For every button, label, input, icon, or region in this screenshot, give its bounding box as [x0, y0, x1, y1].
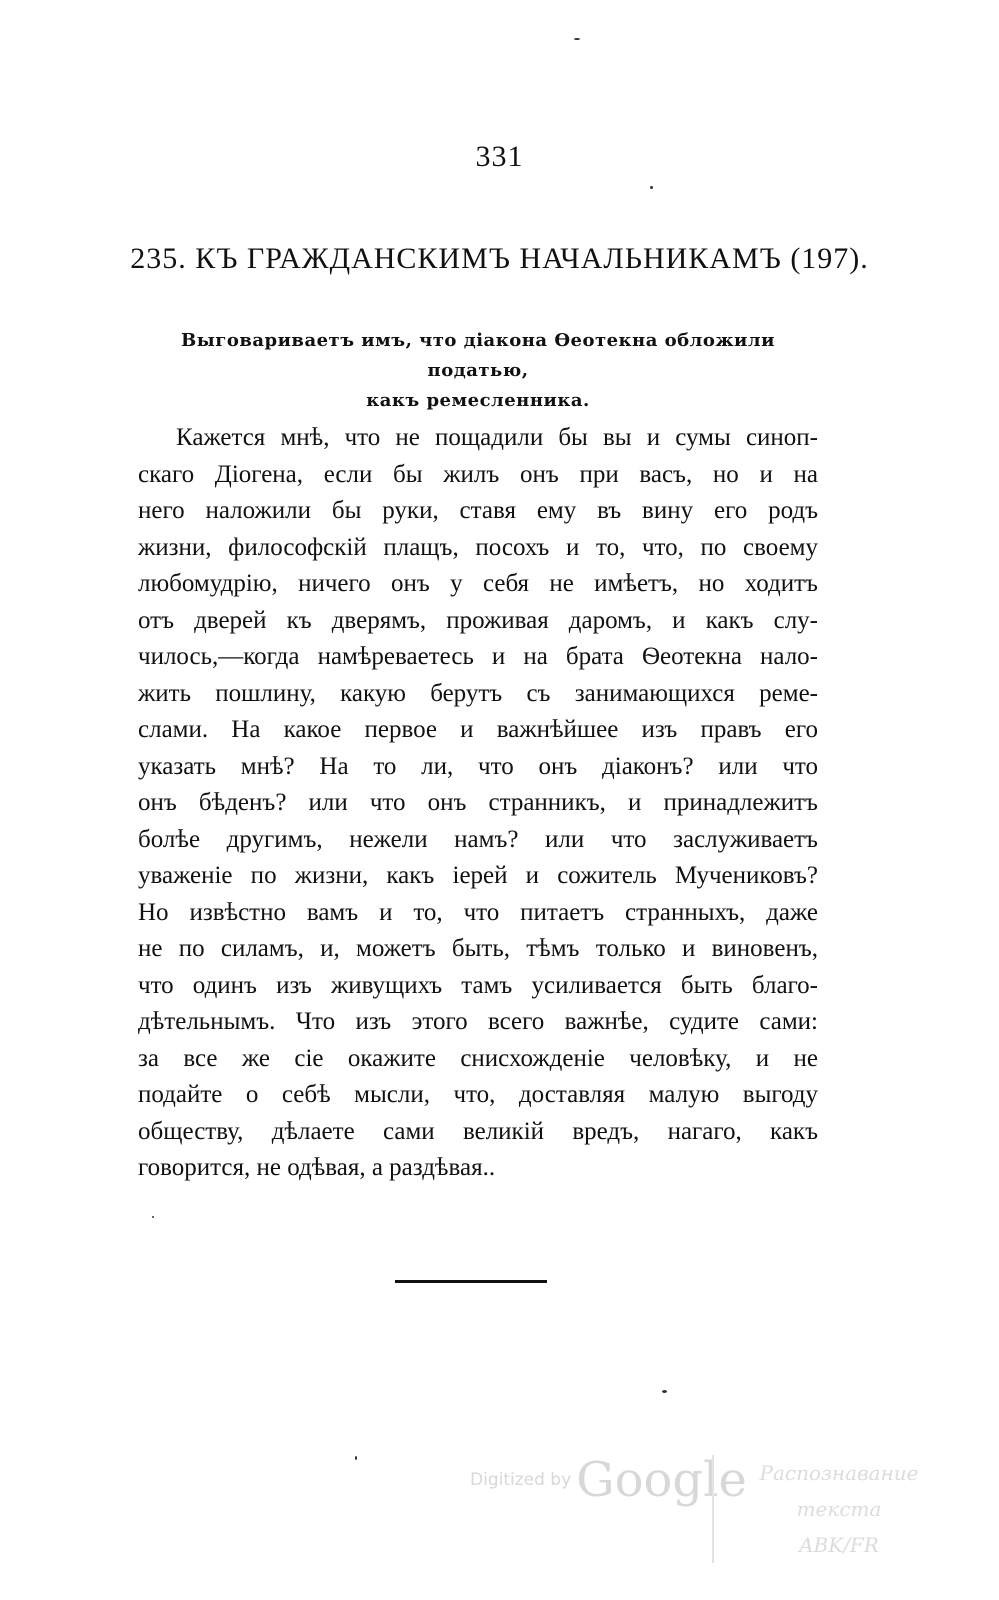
scan-speck [152, 1216, 154, 1218]
body-line: не по силамъ, и, можетъ быть, тѣмъ только и виновенъ, [138, 935, 818, 962]
body-line: говорится, не одѣвая, а раздѣвая.. [138, 1154, 496, 1181]
scan-speck [574, 38, 580, 40]
body-line: что одинъ изъ живущихъ тамъ усиливается быть благо- [138, 971, 818, 999]
body-line: любомудрію, ничего онъ у себя не имѣетъ, но ходитъ [138, 570, 818, 597]
body-line: подайте о себѣ мысли, что, доставляя малую выгоду [138, 1081, 818, 1108]
ocr-watermark [712, 1455, 964, 1563]
body-line: жизни, философскій плащъ, посохъ и то, что, по своему [138, 533, 818, 561]
page-number: 331 [475, 140, 524, 173]
body-line: него наложили бы руки, ставя ему въ вину его родъ [138, 497, 818, 524]
body-line: за все же сіе окажите снисхожденіе человѣку, и не [138, 1044, 818, 1072]
closing-rule [395, 1280, 547, 1283]
body-line: скаго Діогена, если бы жилъ онъ при васъ, но и на [138, 460, 818, 488]
body-line: уваженіе по жизни, какъ іерей и сожитель Мучениковъ? [138, 862, 818, 889]
body-line: чилось,—когда намѣреваетесь и на брата Ѳеотекна нало- [138, 643, 818, 670]
scan-speck [662, 1390, 667, 1393]
letter-body [138, 420, 818, 1187]
body-line: онъ бѣденъ? или что онъ странникъ, и принадлежитъ [138, 789, 818, 816]
scan-speck [650, 186, 653, 189]
body-line: болѣе другимъ, нежели намъ? или что заслуживаетъ [138, 825, 818, 853]
summary-line: Выговариваетъ имъ, что діакона Ѳеотекна обложили податью, [181, 330, 775, 381]
body-line: отъ дверей къ дверямъ, проживая даромъ, и какъ слу- [138, 606, 818, 634]
body-line: дѣтельнымъ. Что изъ этого всего важнѣе, судите сами: [138, 1008, 818, 1035]
ocr-watermark-line: Распознавание текста [759, 1461, 919, 1521]
google-logo: Google [576, 1452, 747, 1508]
body-line: Кажется мнѣ, что не пощадили бы вы и сумы синоп- [176, 424, 818, 451]
summary-line: какъ ремесленника. [366, 390, 590, 411]
body-line: жить пошлину, какую берутъ съ занимающихся реме- [138, 679, 818, 707]
body-line: указать мнѣ? На то ли, что онъ діаконъ? или что [138, 752, 818, 780]
digitized-by-text: Digitized by [470, 1470, 572, 1490]
body-line: Но извѣстно вамъ и то, что питаетъ странныхъ, даже [138, 898, 818, 926]
body-line: слами. На какое первое и важнѣйшее изъ правъ его [138, 716, 818, 743]
letter-summary [138, 326, 818, 416]
letter-heading: 235. КЪ ГРАЖДАНСКИМЪ НАЧАЛЬНИКАМЪ (197). [130, 242, 869, 275]
ocr-watermark-line: ABK/FR [799, 1533, 879, 1557]
body-line: обществу, дѣлаете сами великій вредъ, нагаго, какъ [138, 1117, 818, 1145]
google-watermark [470, 1452, 747, 1508]
scan-speck [355, 1456, 357, 1460]
